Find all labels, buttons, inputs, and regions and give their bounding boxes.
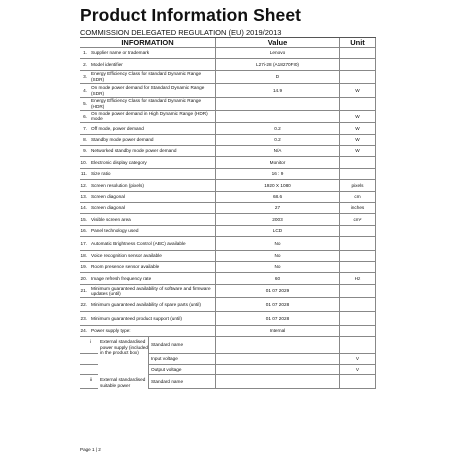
row-label: Voice recognition sensor available [91,253,162,259]
row-number: 22. [80,301,87,307]
row-value: Monitor [215,157,339,167]
power-supply-item-unit: V [339,365,376,375]
row-unit [339,192,376,202]
unit-text: pixels [351,182,364,188]
product-info-table [80,37,376,389]
row-unit [339,98,376,110]
power-supply-item-value [215,337,339,353]
table-row [80,48,376,59]
row-unit [339,180,376,190]
row-value: 68.6 [215,192,339,202]
row-number: 1. [83,50,87,56]
row-number: 4. [83,87,87,93]
power-supply-label: External standardised power supply (included in the product box) [98,337,148,375]
row-number: 15. [80,216,87,222]
table-row [80,192,376,203]
row-label: Panel technology used [91,228,139,234]
row-unit [339,251,376,261]
row-label: Minimum guaranteed product support (until) [91,315,182,321]
row-unit [339,312,376,325]
table-row [80,226,376,237]
table-row [80,71,376,85]
power-supply-item-unit [339,375,376,388]
row-value: LCD [215,226,339,236]
row-value: No [215,251,339,261]
table-row [80,84,376,98]
row-value: 01 07 2028 [215,312,339,325]
row-unit [339,157,376,167]
row-unit [339,214,376,224]
table-row [80,262,376,273]
row-label: Minimum guaranteed availability of software and firmware updates (until) [91,285,211,297]
row-label: Room presence sensor available [91,264,160,270]
unit-text: W [355,136,360,142]
row-label: Supplier name or trademark [91,50,150,56]
row-number: 19. [80,264,87,270]
table-header-row [80,38,376,48]
row-unit [339,84,376,97]
row-value: 27 [215,203,339,213]
power-supply-item-value [215,365,339,375]
row-label: Screen resolution (pixels) [91,182,144,188]
row-label: Off mode, power demand [91,125,144,131]
table-row [80,146,376,157]
table-row [80,169,376,180]
row-unit [339,273,376,283]
row-label: On mode power demand for Standard Dynamic Range (SDR) [91,85,205,96]
table-row [80,326,376,337]
row-label: Power supply type: [91,328,131,333]
header-information: INFORMATION [121,37,174,47]
row-number: 8. [83,136,87,142]
row-value: Lenovo [215,48,339,58]
power-supply-index: i [90,339,92,344]
row-label: Energy Efficiency Class for standard Dynamic Range (SDR) [91,71,202,83]
row-number: 13. [80,193,87,199]
row-unit [339,71,376,84]
unit-superscript: 2 [359,216,362,221]
row-number: 16. [80,228,87,234]
row-unit [339,237,376,250]
table-row [80,214,376,225]
row-unit [339,146,376,156]
unit-text: W [355,87,360,93]
page-footer: Page 1 | 2 [80,447,101,452]
row-value [215,98,339,110]
row-label: Screen diagonal [91,205,125,211]
row-value: No [215,237,339,250]
power-supply-item-label: Standard name [148,337,215,353]
power-supply-item-label: Input voltage [148,354,215,364]
row-label: Standby mode power demand [91,136,154,142]
table-row [80,111,376,124]
table-row [80,123,376,134]
unit-text: cm [353,216,360,222]
row-number: 21. [80,288,87,294]
row-label: Image refresh frequency rate [91,275,152,281]
row-value: No [215,262,339,272]
row-value: 01 07 2029 [215,285,339,298]
row-number: 7. [83,125,87,131]
table-row [80,180,376,191]
table-row [80,251,376,262]
row-unit [339,203,376,213]
regulation-subtitle: COMMISSION DELEGATED REGULATION (EU) 2019/2013 [80,28,282,37]
table-row [80,59,376,70]
row-value: D [215,71,339,84]
row-number: 6. [83,113,87,119]
table-row [80,135,376,146]
power-supply-label: External standardised suitable power [98,375,148,389]
row-unit [339,326,376,336]
power-supply-item-unit [339,337,376,353]
row-label: Model identifier [91,61,123,67]
row-number: 2. [83,61,87,67]
row-unit [339,123,376,133]
row-label: Networked standby mode power demand [91,148,177,154]
row-value: 60 [215,273,339,283]
row-label: Screen diagonal [91,193,125,199]
row-value: 0.2 [215,123,339,133]
header-value: Value [215,38,339,47]
row-unit [339,262,376,272]
power-supply-index: ii [90,377,93,383]
row-label: Visible screen area [91,216,131,222]
unit-text: Hz [354,275,361,281]
row-unit [339,59,376,69]
table-row [80,98,376,111]
row-number: 18. [80,253,87,259]
power-supply-item-unit: V [339,354,376,364]
row-number: 23. [80,315,87,321]
row-number: 24. [80,328,87,333]
row-value: Internal [215,326,339,336]
row-unit [339,226,376,236]
row-value: N/A [215,146,339,156]
row-unit [339,298,376,311]
row-unit [339,285,376,298]
power-supply-item-label: Standard name [148,375,215,388]
power-supply-row [80,337,376,354]
page-title: Product Information Sheet [80,5,301,25]
table-row [80,157,376,168]
row-number: 9. [83,148,87,154]
row-number: 10. [80,159,87,165]
row-number: 12. [80,182,87,188]
unit-text: W [355,125,360,131]
row-value: 01 07 2028 [215,298,339,311]
table-row [80,298,376,312]
row-number: 20. [80,275,87,281]
row-value [215,111,339,123]
row-unit [339,169,376,179]
row-label: Electronic display category [91,159,147,165]
row-value: 14.9 [215,84,339,97]
row-label: Size ratio [91,171,111,177]
power-supply-item-label: Output voltage [148,365,215,375]
row-label: On mode power demand in High Dynamic Range (HDR) mode [91,110,208,122]
row-label: Automatic Brightness Control (ABC) available [91,240,186,246]
row-value: 16 : 9 [215,169,339,179]
row-number: 3. [83,74,87,80]
row-label: Minimum guaranteed availability of spare parts (until) [91,301,201,307]
unit-text: W [355,113,360,119]
row-number: 17. [80,240,87,246]
row-number: 11. [80,171,87,177]
row-label: Energy Efficiency Class for standard Dynamic Range (HDR) [91,98,202,109]
row-unit [339,135,376,145]
unit-text: cm [354,193,361,199]
table-row [80,273,376,284]
row-number: 5. [83,100,87,106]
row-unit [339,48,376,58]
unit-text: inches [350,205,365,211]
row-unit [339,111,376,123]
header-unit: Unit [339,38,376,47]
row-value: 1920 X 1080 [215,180,339,190]
power-supply-item-value [215,375,339,388]
row-value: 2003 [215,214,339,224]
unit-text: W [355,148,360,154]
table-row [80,237,376,251]
table-row [80,285,376,299]
row-value: 0.2 [215,135,339,145]
power-supply-row [80,375,376,389]
row-value: L27i-28 (A18270FI0) [215,59,339,69]
table-row [80,312,376,326]
power-supply-item-value [215,354,339,364]
table-row [80,203,376,214]
row-number: 14. [80,205,87,211]
